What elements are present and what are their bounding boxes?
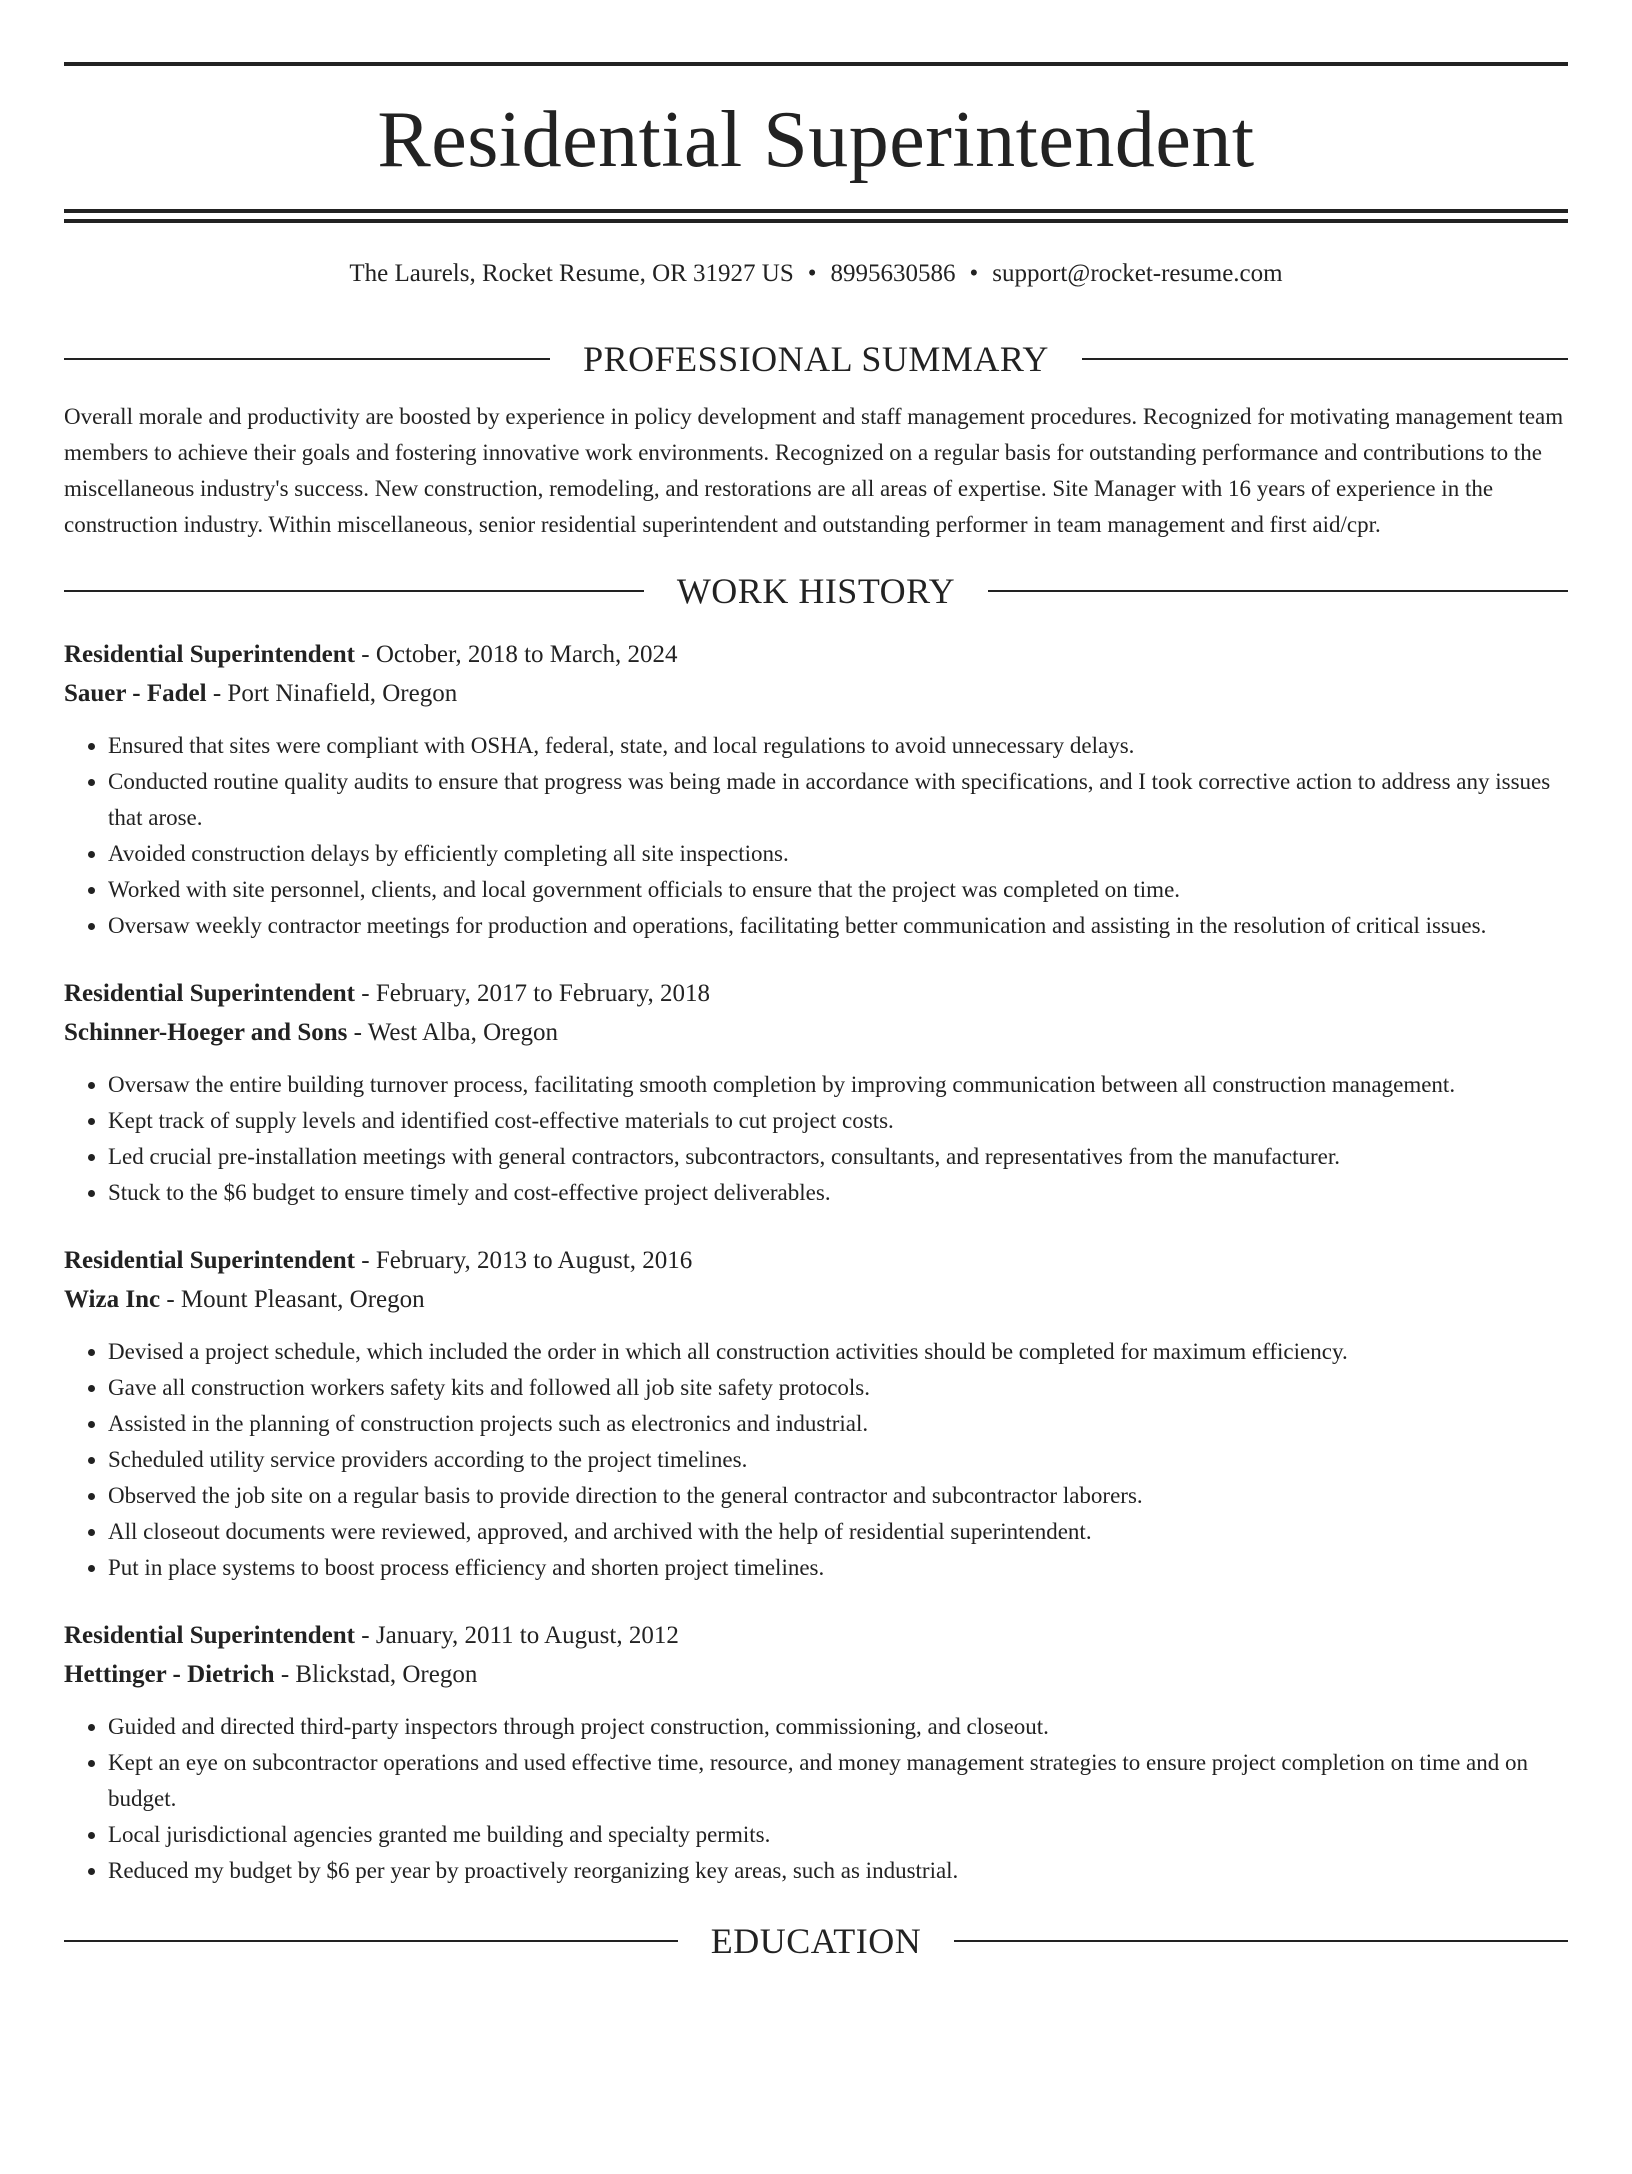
heading-rule-left xyxy=(64,1940,678,1942)
job-dates: - February, 2013 to August, 2016 xyxy=(355,1247,693,1274)
heading-rule-right xyxy=(988,590,1568,592)
job-title: Residential Superintendent xyxy=(64,1247,356,1274)
job-company-line xyxy=(64,674,1568,713)
job-title: Residential Superintendent xyxy=(64,641,356,668)
job-title: Residential Superintendent xyxy=(64,980,356,1007)
job-bullet: • Kept an eye on subcontractor operations and used effective time, resource, and money management strategies to ensure project completion on time and on budget. xyxy=(108,1745,1568,1817)
job-bullet: • Reduced my budget by $6 per year by proactively reorganizing key areas, such as industrial. xyxy=(108,1853,1568,1889)
job-bullets xyxy=(64,1334,1568,1586)
job-bullet: • Ensured that sites were compliant with OSHA, federal, state, and local regulations to avoid unnecessary delays. xyxy=(108,728,1568,764)
title-rule-second xyxy=(64,219,1568,223)
resume-title: Residential Superintendent xyxy=(377,96,1255,184)
summary-text: Overall morale and productivity are boosted by experience in policy development and staff management procedures. Recognized for motivating management team members to achieve their goals and fostering innovative work environments. Recognized on a regular basis for outstanding performance and contributions to the miscellaneous industry's success. New construction, remodeling, and restorations are all areas of expertise. Site Manager with 16 years of experience in the construction industry. Within miscellaneous, senior residential superintendent and outstanding performer in team management and first aid/cpr. xyxy=(64,404,1564,537)
job-bullet: • Conducted routine quality audits to ensure that progress was being made in accordance with specifications, and I took corrective action to address any issues that arose. xyxy=(108,764,1568,836)
work-section-heading xyxy=(64,573,1568,609)
heading-rule-right xyxy=(954,1940,1568,1942)
contact-separator: • xyxy=(969,260,979,287)
job-bullet: • Stuck to the $6 budget to ensure timely and cost-effective project deliverables. xyxy=(108,1175,1568,1211)
job-bullet: • Devised a project schedule, which included the order in which all construction activities should be completed for maximum efficiency. xyxy=(108,1334,1568,1370)
contact-line xyxy=(64,259,1568,289)
job-company-line xyxy=(64,1280,1568,1319)
job-bullet: • Observed the job site on a regular basis to provide direction to the general contractor and subcontractor laborers. xyxy=(108,1478,1568,1514)
job-title: Residential Superintendent xyxy=(64,1622,356,1649)
contact-phone: 8995630586 xyxy=(830,260,956,287)
job-company: Schinner-Hoeger and Sons xyxy=(64,1019,348,1046)
job-location: - Blickstad, Oregon xyxy=(274,1661,478,1688)
job-title-line xyxy=(64,1616,1568,1655)
job-dates: - January, 2011 to August, 2012 xyxy=(355,1622,679,1649)
title-rule xyxy=(64,209,1568,213)
job-bullets xyxy=(64,1067,1568,1211)
job-bullet: • All closeout documents were reviewed, approved, and archived with the help of residential superintendent. xyxy=(108,1514,1568,1550)
job-company: Hettinger - Dietrich xyxy=(64,1661,275,1688)
job-dates: - February, 2017 to February, 2018 xyxy=(355,980,711,1007)
job-title-line xyxy=(64,974,1568,1013)
job-location: - West Alba, Oregon xyxy=(347,1019,559,1046)
heading-rule-right xyxy=(1082,358,1568,360)
job-bullet: • Oversaw the entire building turnover process, facilitating smooth completion by improving communication between all construction management. xyxy=(108,1067,1568,1103)
heading-rule-left xyxy=(64,590,644,592)
job-location: - Port Ninafield, Oregon xyxy=(206,680,458,707)
job-bullet: • Put in place systems to boost process efficiency and shorten project timelines. xyxy=(108,1550,1568,1586)
contact-email: support@rocket-resume.com xyxy=(992,260,1283,287)
heading-rule-left xyxy=(64,358,550,360)
job-bullets xyxy=(64,1709,1568,1889)
contact-separator: • xyxy=(807,260,817,287)
job-bullet: • Assisted in the planning of construction projects such as electronics and industrial. xyxy=(108,1406,1568,1442)
job-bullet: • Led crucial pre-installation meetings with general contractors, subcontractors, consultants, and representatives from the manufacturer. xyxy=(108,1139,1568,1175)
summary-heading-label: PROFESSIONAL SUMMARY xyxy=(583,339,1049,379)
job-bullet: • Scheduled utility service providers according to the project timelines. xyxy=(108,1442,1568,1478)
job-entry xyxy=(64,974,1568,1211)
top-rule xyxy=(64,62,1568,66)
work-history-list xyxy=(64,635,1568,1889)
job-company: Sauer - Fadel xyxy=(64,680,207,707)
job-bullets xyxy=(64,728,1568,944)
work-heading-label: WORK HISTORY xyxy=(676,571,956,611)
job-location: - Mount Pleasant, Oregon xyxy=(160,1286,425,1313)
job-title-line xyxy=(64,635,1568,674)
job-company: Wiza Inc xyxy=(64,1286,161,1313)
education-section-heading xyxy=(64,1923,1568,1959)
job-entry xyxy=(64,1616,1568,1889)
job-entry xyxy=(64,1241,1568,1586)
job-title-line xyxy=(64,1241,1568,1280)
job-bullet: • Kept track of supply levels and identified cost-effective materials to cut project costs. xyxy=(108,1103,1568,1139)
contact-address: The Laurels, Rocket Resume, OR 31927 US xyxy=(349,260,794,287)
job-bullet: • Gave all construction workers safety kits and followed all job site safety protocols. xyxy=(108,1370,1568,1406)
job-bullet: • Oversaw weekly contractor meetings for production and operations, facilitating better communication and assisting in the resolution of critical issues. xyxy=(108,908,1568,944)
job-company-line xyxy=(64,1655,1568,1694)
summary-section-heading xyxy=(64,341,1568,377)
job-company-line xyxy=(64,1013,1568,1052)
job-dates: - October, 2018 to March, 2024 xyxy=(355,641,678,668)
education-heading-label: EDUCATION xyxy=(710,1921,922,1961)
job-bullet: • Worked with site personnel, clients, and local government officials to ensure that the project was completed on time. xyxy=(108,872,1568,908)
job-bullet: • Guided and directed third-party inspectors through project construction, commissioning, and closeout. xyxy=(108,1709,1568,1745)
resume-page xyxy=(0,62,1632,2174)
job-entry xyxy=(64,635,1568,944)
job-bullet: • Avoided construction delays by efficiently completing all site inspections. xyxy=(108,836,1568,872)
job-bullet: • Local jurisdictional agencies granted me building and specialty permits. xyxy=(108,1817,1568,1853)
